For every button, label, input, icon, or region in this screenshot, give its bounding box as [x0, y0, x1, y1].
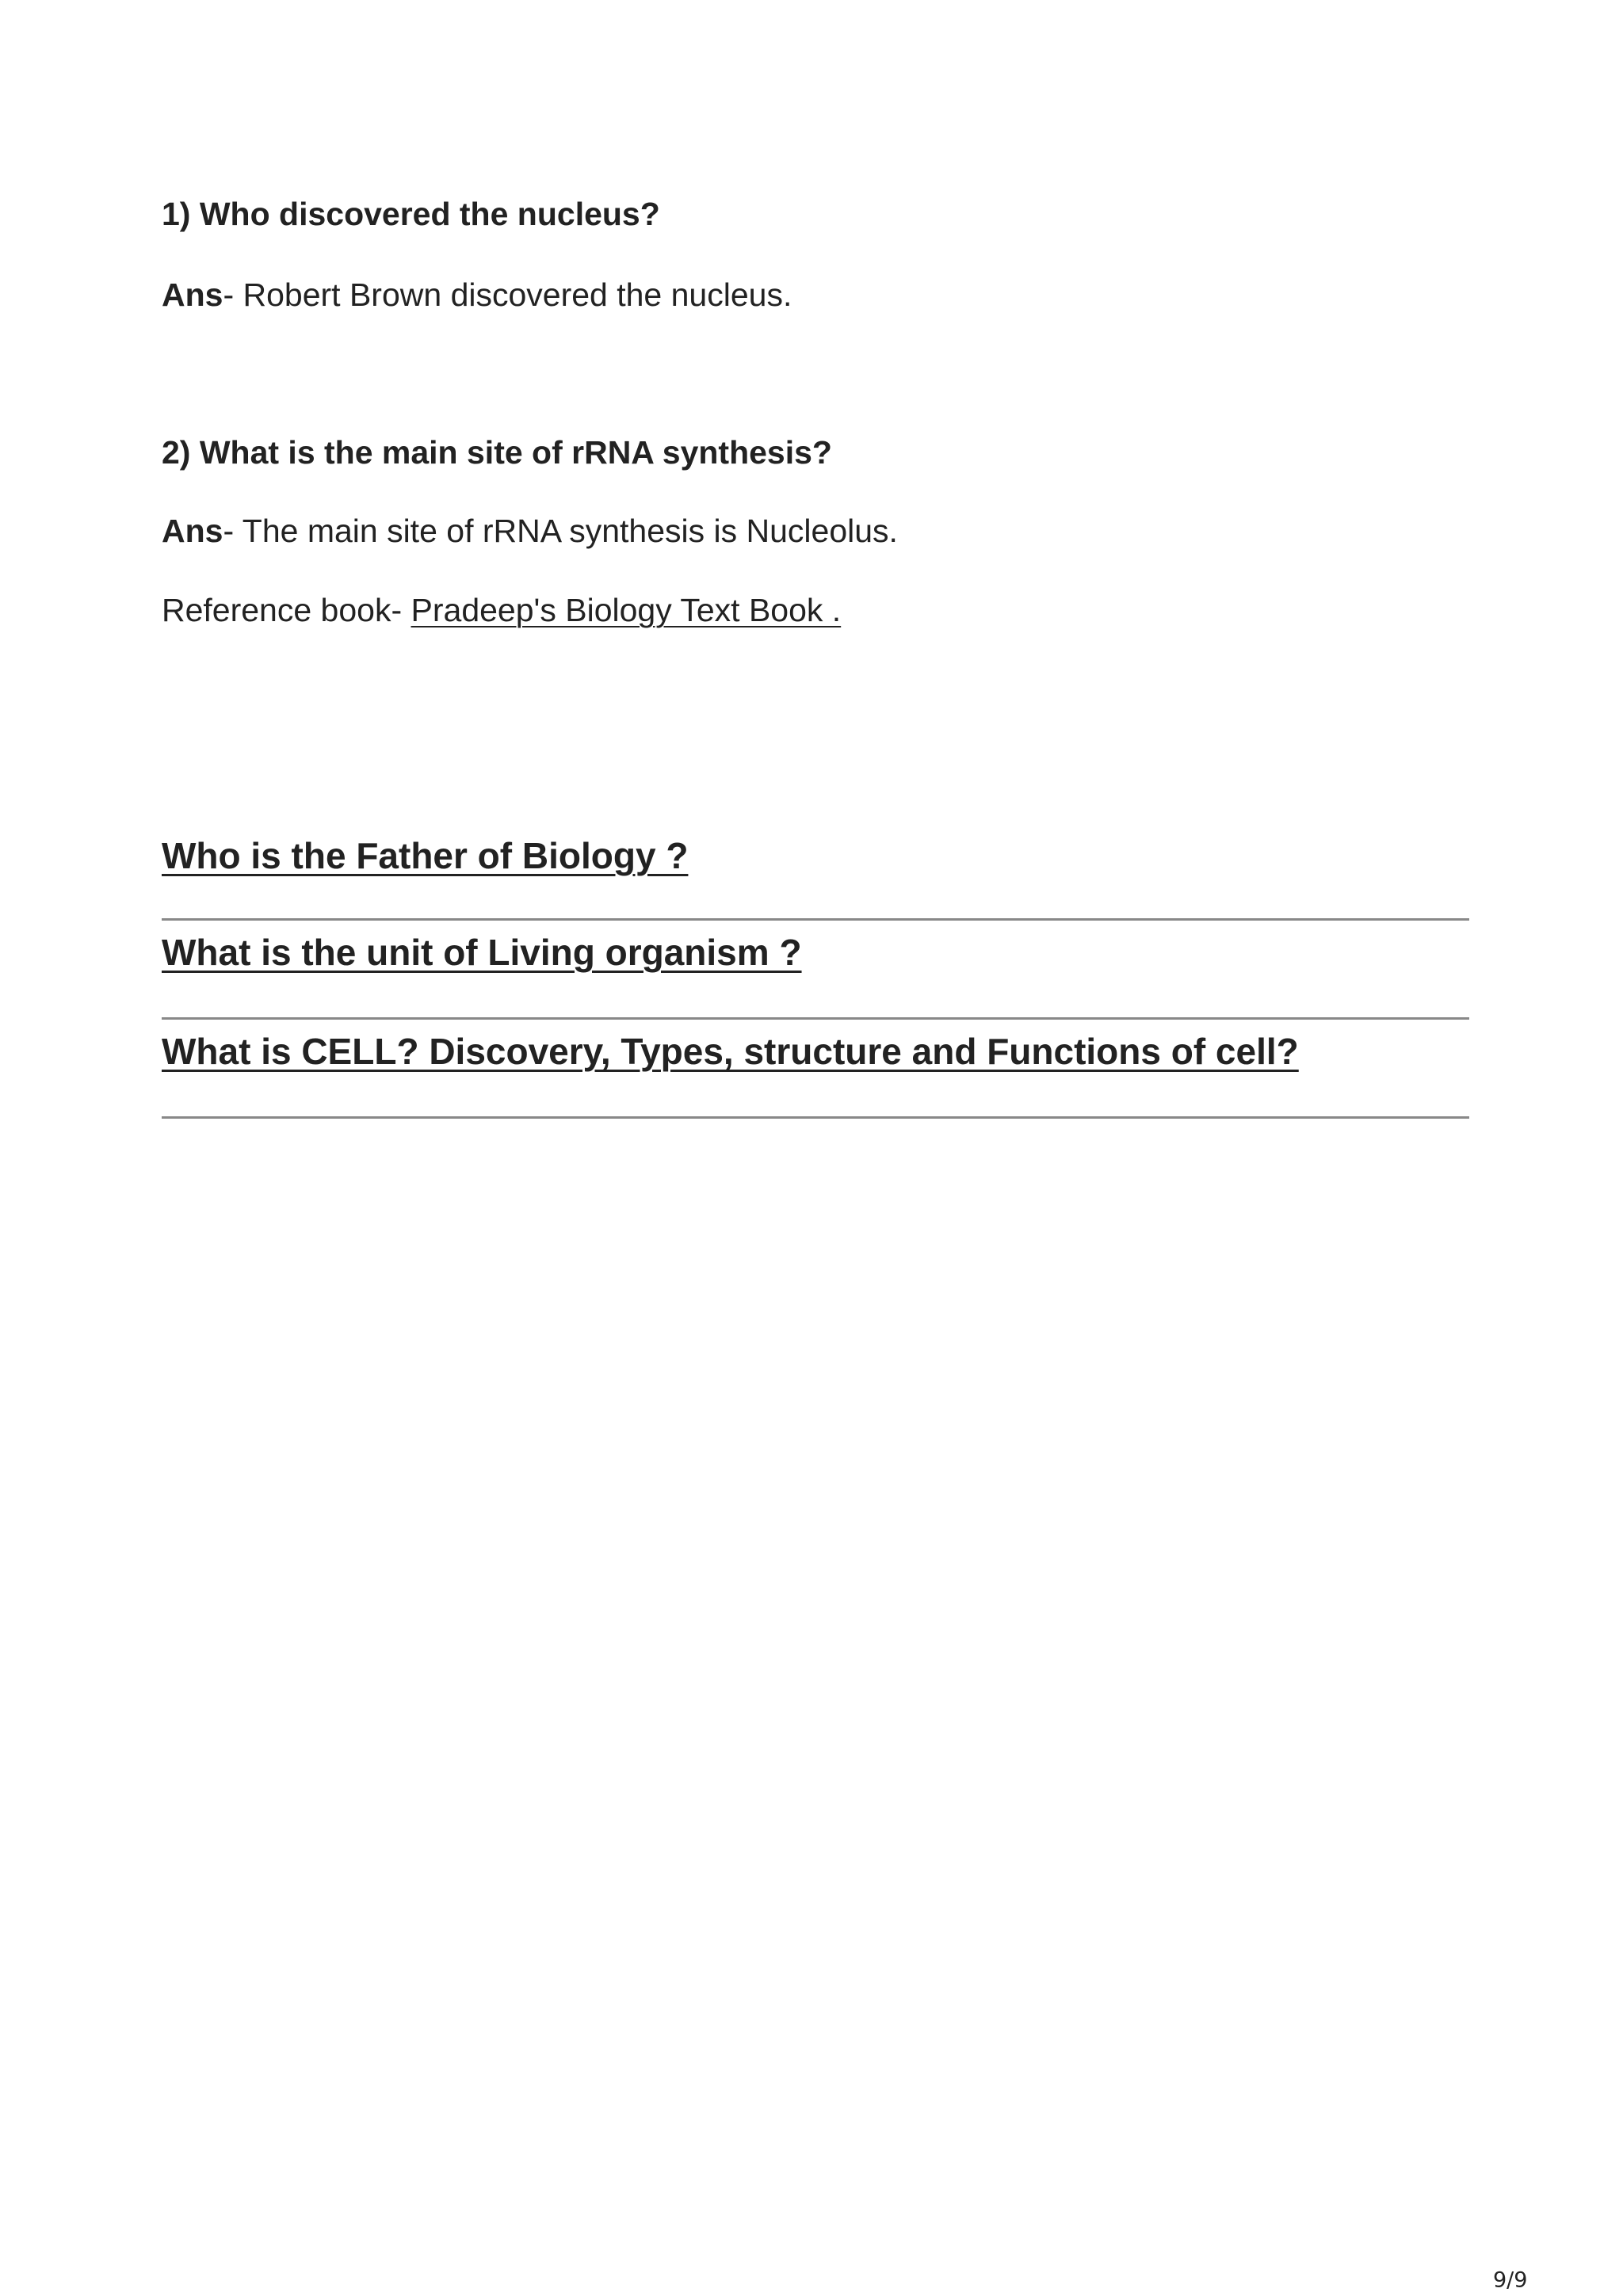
related-link-father-of-biology[interactable]: Who is the Father of Biology ?	[162, 835, 689, 876]
reference-book-link[interactable]: Pradeep's Biology Text Book .	[411, 592, 842, 628]
answer-label: Ans	[162, 513, 223, 549]
qa-block-1	[162, 194, 1469, 315]
related-link-item	[162, 921, 1469, 1020]
question-1: 1) Who discovered the nucleus?	[162, 196, 660, 232]
related-link-unit-of-living-organism[interactable]: What is the unit of Living organism ?	[162, 932, 802, 973]
answer-2	[162, 511, 1469, 551]
related-link-what-is-cell[interactable]: What is CELL? Discovery, Types, structure and Functions of cell?	[162, 1031, 1299, 1072]
answer-1	[162, 275, 1469, 315]
answer-text: - The main site of rRNA synthesis is Nucleolus.	[223, 513, 898, 549]
qa-block-2	[162, 433, 1469, 630]
related-link-item	[162, 824, 1469, 921]
related-link-item	[162, 1020, 1469, 1119]
reference-label: Reference book-	[162, 592, 411, 628]
page-number: 9/9	[1493, 2267, 1528, 2293]
reference-line	[162, 590, 1469, 630]
answer-text: - Robert Brown discovered the nucleus.	[223, 277, 792, 313]
question-2: 2) What is the main site of rRNA synthesis?	[162, 434, 832, 471]
related-links	[162, 824, 1469, 1119]
answer-label: Ans	[162, 277, 223, 313]
